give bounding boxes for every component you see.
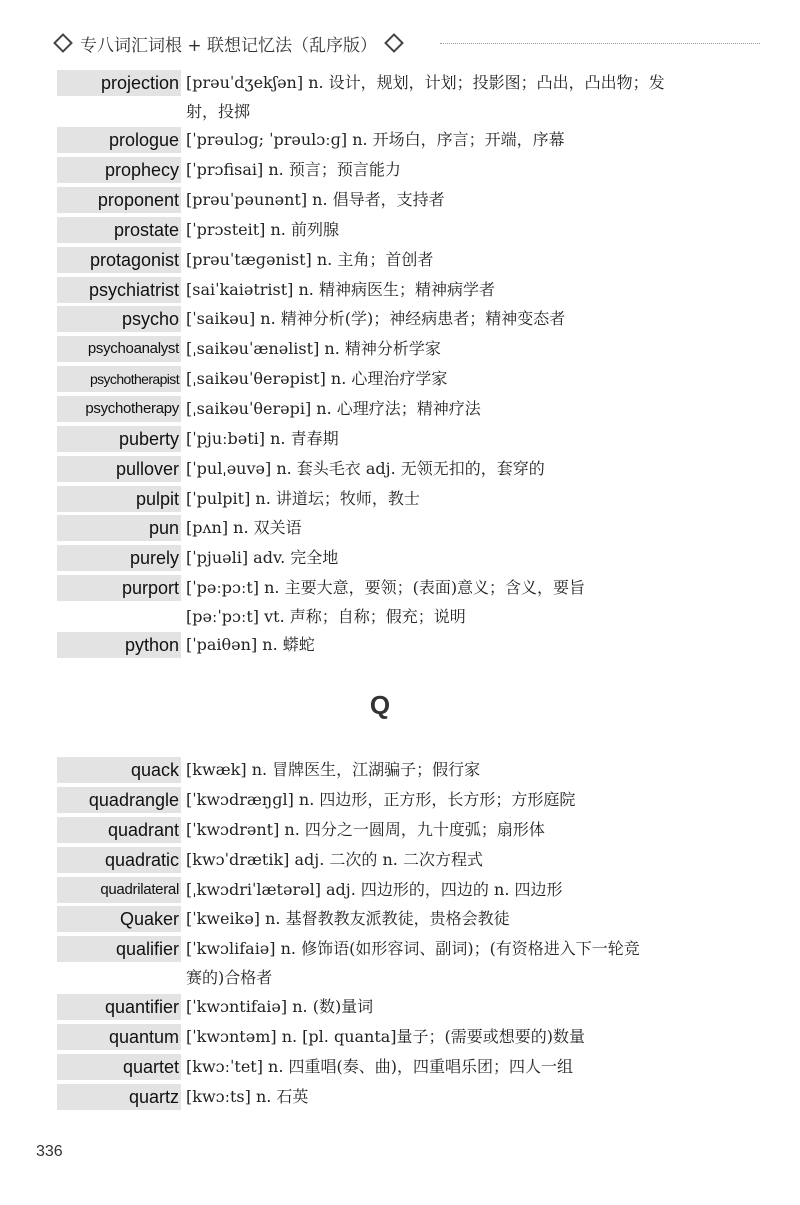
- headword: quadratic: [57, 847, 181, 873]
- section-letter: Q: [369, 690, 391, 720]
- definition: [186, 1082, 706, 1111]
- headword: prophecy: [57, 157, 181, 183]
- definition-line: [kwɔˈdrætik] adj. 二次的 n. 二次方程式: [186, 850, 483, 869]
- definition-line: [ˌsaikəuˈænəlist] n. 精神分析学家: [186, 339, 441, 358]
- headword: quadrant: [57, 817, 181, 843]
- definition-line: [ˈkwɔlifaiə] n. 修饰语(如形容词、副词)；(有资格进入下一轮竞: [186, 939, 640, 958]
- definition-line: [ˈpulˌəuvə] n. 套头毛衣 adj. 无领无扣的，套穿的: [186, 459, 545, 478]
- headword: psychiatrist: [57, 277, 181, 303]
- definition: [186, 245, 706, 274]
- headword: prostate: [57, 217, 181, 243]
- definition: [186, 484, 706, 513]
- headword: quantifier: [57, 994, 181, 1020]
- headword: prologue: [57, 127, 181, 153]
- headword: purport: [57, 575, 181, 601]
- definition-line: [ˈkwɔntifaiə] n. (数)量词: [186, 997, 374, 1016]
- definition: [186, 815, 706, 844]
- headword: psychotherapist: [57, 366, 181, 392]
- definition-line: [saiˈkaiətrist] n. 精神病医生；精神病学者: [186, 280, 495, 299]
- headword: quadrilateral: [57, 877, 181, 903]
- headword: proponent: [57, 187, 181, 213]
- definition-line: 赛的)合格者: [186, 968, 273, 987]
- definition: [186, 364, 706, 393]
- definition: [186, 1052, 706, 1081]
- definition: [186, 424, 706, 453]
- headword: quartz: [57, 1084, 181, 1110]
- definition-line: 射，投掷: [186, 102, 251, 121]
- definition: [186, 125, 706, 154]
- definition: [186, 185, 706, 214]
- headword: purely: [57, 545, 181, 571]
- headword: psychotherapy: [57, 396, 181, 422]
- definition: [186, 215, 706, 244]
- headword: quantum: [57, 1024, 181, 1050]
- diamond-icon: [53, 33, 73, 53]
- headword: puberty: [57, 426, 181, 452]
- definition-line: [pʌn] n. 双关语: [186, 518, 302, 537]
- definition-line: [kwɔːˈtet] n. 四重唱(奏、曲)，四重唱乐团；四人一组: [186, 1057, 574, 1076]
- definition: [186, 845, 706, 874]
- definition-line: [ˈpəːpɔːt] n. 主要大意，要领；(表面)意义；含义，要旨: [186, 578, 586, 597]
- definition: [186, 275, 706, 304]
- definition: [186, 513, 706, 542]
- headword: qualifier: [57, 936, 181, 962]
- definition: [186, 543, 706, 572]
- definition-line: [kwæk] n. 冒牌医生，江湖骗子；假行家: [186, 760, 481, 779]
- headword: quack: [57, 757, 181, 783]
- definition: [186, 454, 706, 483]
- definition: [186, 334, 706, 363]
- headword: pulpit: [57, 486, 181, 512]
- definition-line: [ˈpjuːbəti] n. 青春期: [186, 429, 339, 448]
- definition: [186, 155, 706, 184]
- definition: [186, 630, 706, 659]
- definition: [186, 934, 706, 992]
- definition: [186, 992, 706, 1021]
- definition-line: [ˈpulpit] n. 讲道坛；牧师，教士: [186, 489, 420, 508]
- definition-line: [ˈsaikəu] n. 精神分析(学)；神经病患者；精神变态者: [186, 309, 566, 328]
- headword: projection: [57, 70, 181, 96]
- headword: pun: [57, 515, 181, 541]
- definition-line: [pəːˈpɔːt] vt. 声称；自称；假充；说明: [186, 607, 466, 626]
- definition-line: [ˈkweikə] n. 基督教教友派教徒，贵格会教徒: [186, 909, 510, 928]
- headword: protagonist: [57, 247, 181, 273]
- header-title: 专八词汇词根 + 联想记忆法（乱序版）: [80, 35, 378, 56]
- definition: [186, 394, 706, 423]
- headword: pullover: [57, 456, 181, 482]
- page-number: 336: [36, 1143, 63, 1160]
- definition: [186, 68, 706, 126]
- headword: quartet: [57, 1054, 181, 1080]
- headword: psychoanalyst: [57, 336, 181, 362]
- headword: quadrangle: [57, 787, 181, 813]
- headword: python: [57, 632, 181, 658]
- definition-line: [ˌkwɔdriˈlætərəl] adj. 四边形的，四边的 n. 四边形: [186, 880, 563, 899]
- headword: psycho: [57, 306, 181, 332]
- headword: Quaker: [57, 906, 181, 932]
- definition: [186, 304, 706, 333]
- definition-line: [ˌsaikəuˈθerəpist] n. 心理治疗学家: [186, 369, 448, 388]
- definition: [186, 755, 706, 784]
- definition: [186, 573, 706, 631]
- definition-line: [ˈkwɔntəm] n. [pl. quanta]量子；(需要或想要的)数量: [186, 1027, 586, 1046]
- definition: [186, 904, 706, 933]
- definition: [186, 875, 706, 904]
- definition-line: [ˈpaiθən] n. 蟒蛇: [186, 635, 315, 654]
- definition-line: [ˈpjuəli] adv. 完全地: [186, 548, 339, 567]
- definition-line: [ˈkwɔdræŋɡl] n. 四边形，正方形，长方形；方形庭院: [186, 790, 576, 809]
- definition-line: [kwɔːts] n. 石英: [186, 1087, 309, 1106]
- definition-line: [prəuˈpəunənt] n. 倡导者，支持者: [186, 190, 445, 209]
- definition-line: [ˈprəulɔɡ; ˈprəulɔːɡ] n. 开场白，序言；开端，序幕: [186, 130, 565, 149]
- definition-line: [ˈprɔsteit] n. 前列腺: [186, 220, 339, 239]
- definition-line: [ˌsaikəuˈθerəpi] n. 心理疗法；精神疗法: [186, 399, 481, 418]
- definition-line: [ˈkwɔdrənt] n. 四分之一圆周，九十度弧；扇形体: [186, 820, 545, 839]
- diamond-icon: [384, 33, 404, 53]
- definition-line: [ˈprɔfisai] n. 预言；预言能力: [186, 160, 401, 179]
- definition-line: [prəuˈdʒekʃən] n. 设计，规划，计划；投影图；凸出，凸出物；发: [186, 73, 665, 92]
- header-divider: [440, 43, 760, 44]
- definition-line: [prəuˈtæɡənist] n. 主角；首创者: [186, 250, 434, 269]
- definition: [186, 785, 706, 814]
- definition: [186, 1022, 706, 1051]
